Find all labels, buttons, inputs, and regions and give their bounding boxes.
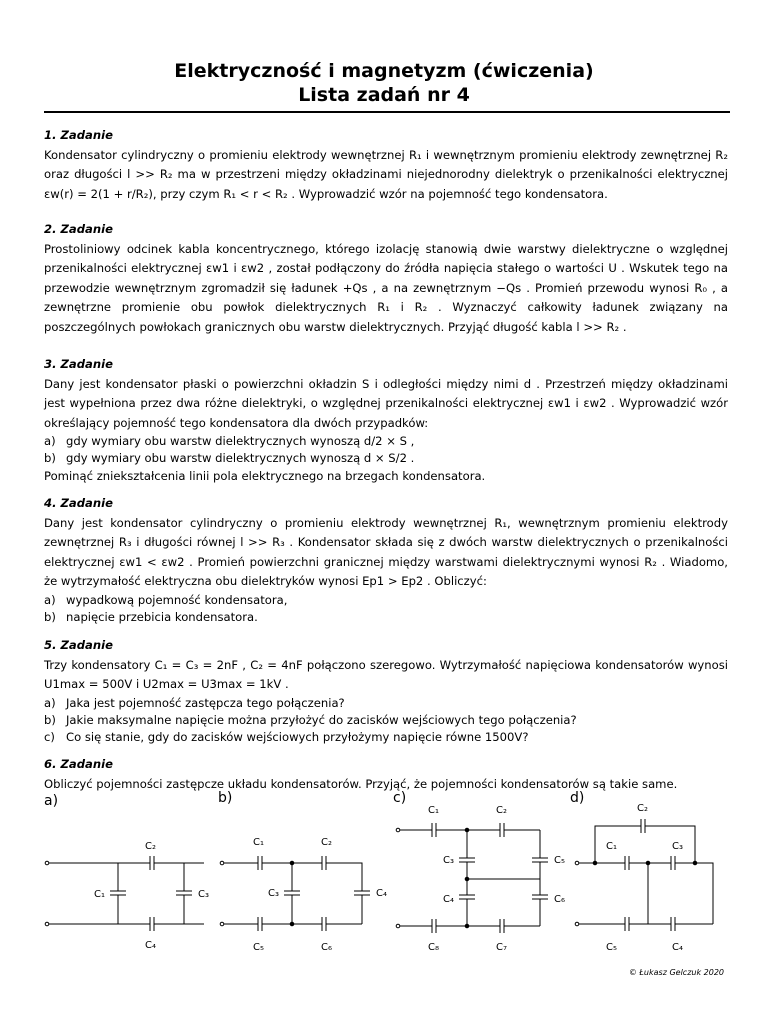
problem-text: Prostoliniowy odcinek kabla koncentrycznego, którego izolację stanowią dwie warstwy dielektryczne o względnej przenikalności elektrycznej εw1 i εw2 , został podłączony do źródła napięcia stałego o wartości U . Wskutek tego na przewodzie wewnętrznym zgromadził się ładunek +Qs , a na zewnętrznym −Qs . Promień przewodu wynosi R₀ , a zewnętrzne promienie obu powłok dielektrycznych R₁ i R₂ . Wyznaczyć całkowity ładunek związany na poszczególnych powłokach granicznych obu warstw dielektrycznych. Przyjąć długość kabla l >> R₂ . [44, 241, 728, 334]
cap-label-d-c2: C₂ [637, 803, 648, 814]
problem-item-list [44, 592, 728, 626]
problem-text: Dany jest kondensator cylindryczny o promieniu elektrody wewnętrznej R₁, wewnętrznym promieniu elektrody zewnętrznej R₃ i długości równej l >> R₃ . Kondensator składa się z dwóch warstw dielektrycznych o przenikalności elektrycznej εw1 < εw2 . Promień powierzchni granicznej między warstwami dielektrycznymi wynosi R₂ . Wiadomo, że wytrzymałość elektryczna obu dielektryków wynosi Ep1 > Ep2 . Obliczyć: [44, 515, 728, 588]
item-key: b) [44, 712, 56, 727]
cap-label-c-c7: C₇ [496, 942, 507, 953]
item-key: a) [44, 434, 56, 448]
cap-label-b-c1: C₁ [253, 837, 264, 848]
problem-text: Obliczyć pojemności zastępcze układu kondensatorów. Przyjąć, że pojemności kondensatorów są takie same. [44, 776, 678, 791]
problem-text: Dany jest kondensator płaski o powierzchni okładzin S i odległości między nimi d . Przestrzeń między okładzinami jest wypełniona przez dwa różne dielektryki, o względnej przenikalności elektrycznej εw1 i εw2 . Wyprowadzić wzór określający pojemność tego kondensatora dla dwóch przypadków: [44, 376, 728, 430]
item-key: a) [44, 592, 56, 607]
cap-label-c-c4: C₄ [443, 894, 454, 905]
cap-label-c-c8: C₈ [428, 942, 439, 953]
problem-5 [44, 636, 728, 746]
list-item [44, 450, 728, 467]
problem-2 [44, 220, 728, 337]
cap-label-b-c6: C₆ [321, 942, 332, 953]
cap-label-a-c1: C₁ [94, 889, 105, 900]
title-divider [44, 111, 730, 113]
list-item [44, 592, 728, 609]
item-key: b) [44, 451, 56, 465]
list-item [44, 729, 728, 746]
item-text: Jakie maksymalne napięcie można przyłożyć do zacisków wejściowych tego połączenia? [66, 712, 577, 727]
cap-label-a-c4: C₄ [145, 940, 156, 951]
problem-heading: 6. Zadanie [44, 757, 113, 771]
cap-label-b-c5: C₅ [253, 942, 264, 953]
problem-heading: 2. Zadanie [44, 222, 113, 236]
diagram-label-c: c) [393, 790, 407, 806]
page-subtitle: Lista zadań nr 4 [298, 84, 470, 106]
problem-note: Pominąć zniekształcenia linii pola elektrycznego na brzegach kondensatora. [44, 469, 486, 483]
problem-1 [44, 126, 728, 204]
problem-heading: 5. Zadanie [44, 638, 113, 652]
circuit-c [396, 805, 565, 953]
problem-4 [44, 494, 728, 626]
item-key: b) [44, 609, 56, 624]
problem-item-list [44, 695, 728, 746]
circuit-a [45, 841, 209, 951]
diagram-label-d: d) [570, 790, 585, 806]
cap-label-b-c4: C₄ [376, 888, 387, 899]
diagram-label-a: a) [44, 793, 59, 809]
item-text: napięcie przebicia kondensatora. [66, 609, 258, 624]
item-text: gdy wymiary obu warstw dielektrycznych wynoszą d/2 × S , [66, 434, 415, 448]
problem-heading: 1. Zadanie [44, 128, 113, 142]
circuit-d [575, 803, 713, 953]
cap-label-c-c2: C₂ [496, 805, 507, 816]
circuit-b [220, 837, 387, 953]
diagram-label-b: b) [218, 790, 233, 806]
copyright-footer: © Łukasz Gelczuk 2020 [628, 968, 724, 977]
cap-label-d-c3: C₃ [672, 841, 683, 852]
circuit-diagrams [0, 790, 768, 970]
cap-label-c-c3: C₃ [443, 855, 454, 866]
item-key: a) [44, 695, 56, 710]
cap-label-d-c4: C₄ [672, 942, 683, 953]
cap-label-b-c2: C₂ [321, 837, 332, 848]
cap-label-c-c6: C₆ [554, 894, 565, 905]
list-item [44, 712, 728, 729]
problem-6 [44, 755, 728, 794]
problem-text: Trzy kondensatory C₁ = C₃ = 2nF , C₂ = 4nF połączono szeregowo. Wytrzymałość napięciowa kondensatorów wynosi U1max = 500V i U2max = U3max = 1kV . [44, 657, 728, 691]
cap-label-d-c1: C₁ [606, 841, 617, 852]
item-text: Co się stanie, gdy do zacisków wejściowych przyłożymy napięcie równe 1500V? [66, 729, 529, 744]
cap-label-d-c5: C₅ [606, 942, 617, 953]
list-item [44, 433, 728, 450]
cap-label-a-c3: C₃ [198, 889, 209, 900]
problem-heading: 3. Zadanie [44, 357, 113, 371]
item-text: Jaka jest pojemność zastępcza tego połączenia? [66, 695, 345, 710]
list-item [44, 695, 728, 712]
list-item [44, 609, 728, 626]
problem-item-list [44, 433, 728, 467]
cap-label-a-c2: C₂ [145, 841, 156, 852]
problem-text: Kondensator cylindryczny o promieniu elektrody wewnętrznej R₁ i wewnętrznym promieniu elektrody zewnętrznej R₂ oraz długości l >> R₂ ma w przestrzeni między okładzinami niejednorodny dielektryk o przenikalności elektrycznej εw(r) = 2(1 + r/R₂), przy czym R₁ < r < R₂ . Wyprowadzić wzór na pojemność tego kondensatora. [44, 147, 728, 201]
page-title: Elektryczność i magnetyzm (ćwiczenia) [174, 60, 594, 82]
cap-label-c-c1: C₁ [428, 805, 439, 816]
item-key: c) [44, 729, 55, 744]
problem-3 [44, 355, 728, 487]
cap-label-c-c5: C₅ [554, 855, 565, 866]
item-text: wypadkową pojemność kondensatora, [66, 592, 288, 607]
cap-label-b-c3: C₃ [268, 888, 279, 899]
item-text: gdy wymiary obu warstw dielektrycznych wynoszą d × S/2 . [66, 451, 415, 465]
problem-heading: 4. Zadanie [44, 496, 113, 510]
